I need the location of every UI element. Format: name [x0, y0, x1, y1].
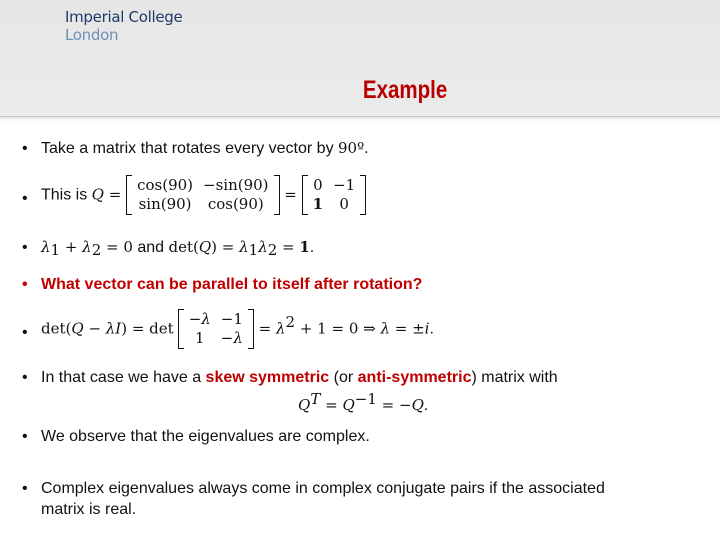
- math-q: Q: [298, 396, 311, 414]
- math-equation-tail: + 1 = 0 ⇒: [295, 319, 381, 338]
- math-equals: =: [320, 396, 343, 414]
- math-equals: =: [277, 238, 300, 256]
- math-lambda: λ: [239, 238, 249, 256]
- math-q: Q: [411, 396, 424, 414]
- math-lambda-i: λI: [105, 319, 122, 338]
- bullet-dot: •: [22, 428, 28, 445]
- matrix-cell: −1: [333, 176, 356, 194]
- period: .: [429, 320, 434, 338]
- bullet-text: We observe that the eigenvalues are complex.: [41, 428, 370, 445]
- matrix-cell: 1: [194, 329, 205, 347]
- bullet-dot: •: [22, 480, 28, 497]
- imperial-college-logo: [65, 8, 182, 44]
- period: .: [309, 239, 315, 256]
- logo-line-2: London: [65, 26, 119, 44]
- math-subscript: 2: [267, 241, 278, 259]
- bullet-text: This is: [41, 186, 92, 204]
- math-q: Q: [198, 238, 212, 256]
- math-lambda: λ: [276, 319, 286, 338]
- math-plus-minus: = ±: [389, 319, 425, 338]
- skew-symmetric-equation: [298, 389, 428, 416]
- math-lambda: λ: [41, 238, 51, 256]
- math-equals: ) =: [211, 238, 240, 256]
- math-equals-minus: = −: [376, 396, 412, 414]
- matrix-cell: 1: [312, 195, 324, 213]
- slide-header: [0, 0, 720, 117]
- math-one: 1: [299, 238, 310, 256]
- bullet-text-line-1: Complex eigenvalues always come in complex conjugate pairs if the associated: [41, 480, 605, 497]
- equals: =: [279, 185, 302, 204]
- matrix-cell: 0: [339, 195, 349, 213]
- rotation-matrix-trig: [126, 176, 279, 214]
- bullet-dot: •: [22, 324, 28, 341]
- bullet-dot: •: [22, 369, 28, 386]
- bullet-dot: •: [22, 140, 28, 157]
- question-text: What vector can be parallel to itself after rotation?: [41, 276, 423, 293]
- math-det: det(: [41, 319, 72, 338]
- equals: =: [103, 185, 127, 204]
- period: .: [423, 397, 429, 414]
- math-inverse: −1: [354, 390, 377, 408]
- logo-line-1: Imperial College: [65, 8, 183, 26]
- math-superscript-2: 2: [285, 312, 296, 331]
- math-det: ) = det: [121, 319, 174, 338]
- math-lambda: λ: [258, 238, 268, 256]
- characteristic-matrix: [178, 310, 254, 348]
- math-equals: =: [253, 319, 276, 338]
- matrix-cell: −1: [220, 310, 243, 328]
- bullet-dot: •: [22, 276, 28, 293]
- math-plus: +: [60, 238, 83, 256]
- period: .: [364, 140, 369, 157]
- matrix-cell: sin(90): [138, 195, 192, 213]
- bullet-dot: •: [22, 239, 28, 256]
- bullet-text-line-2: matrix is real.: [41, 501, 137, 518]
- math-transpose: T: [310, 390, 321, 408]
- math-imaginary-unit: i: [424, 319, 430, 338]
- bullet-text: and: [132, 239, 169, 256]
- highlight-skew-symmetric: skew symmetric: [205, 369, 330, 386]
- math-q: Q: [91, 185, 104, 204]
- math-lambda: λ: [82, 238, 92, 256]
- math-subscript: 2: [91, 241, 102, 259]
- slide-title: Example: [362, 76, 448, 104]
- math-q: Q: [71, 319, 84, 338]
- rotation-matrix-numeric: [302, 176, 367, 214]
- bullet-text: ) matrix with: [471, 369, 558, 386]
- bullet-text: (or: [329, 369, 358, 386]
- matrix-cell: cos(90): [207, 195, 264, 213]
- bullet-text: Take a matrix that rotates every vector by: [41, 140, 339, 157]
- matrix-cell: cos(90): [137, 176, 194, 194]
- math-subscript: 1: [248, 241, 259, 259]
- matrix-cell: 0: [313, 176, 323, 194]
- bullet-text: In that case we have a: [41, 369, 206, 386]
- bullet-dot: •: [22, 190, 28, 207]
- math-subscript: 1: [50, 241, 61, 259]
- math-q: Q: [342, 396, 355, 414]
- math-equals-zero: = 0: [101, 238, 133, 256]
- highlight-anti-symmetric: anti-symmetric: [357, 369, 472, 386]
- matrix-cell: −λ: [188, 310, 211, 328]
- math-det: det(: [168, 238, 199, 256]
- matrix-cell: −λ: [220, 329, 243, 347]
- math-90-degrees: 90º: [338, 139, 365, 157]
- math-minus: −: [83, 319, 106, 338]
- matrix-cell: −sin(90): [203, 176, 269, 194]
- math-lambda: λ: [380, 319, 390, 338]
